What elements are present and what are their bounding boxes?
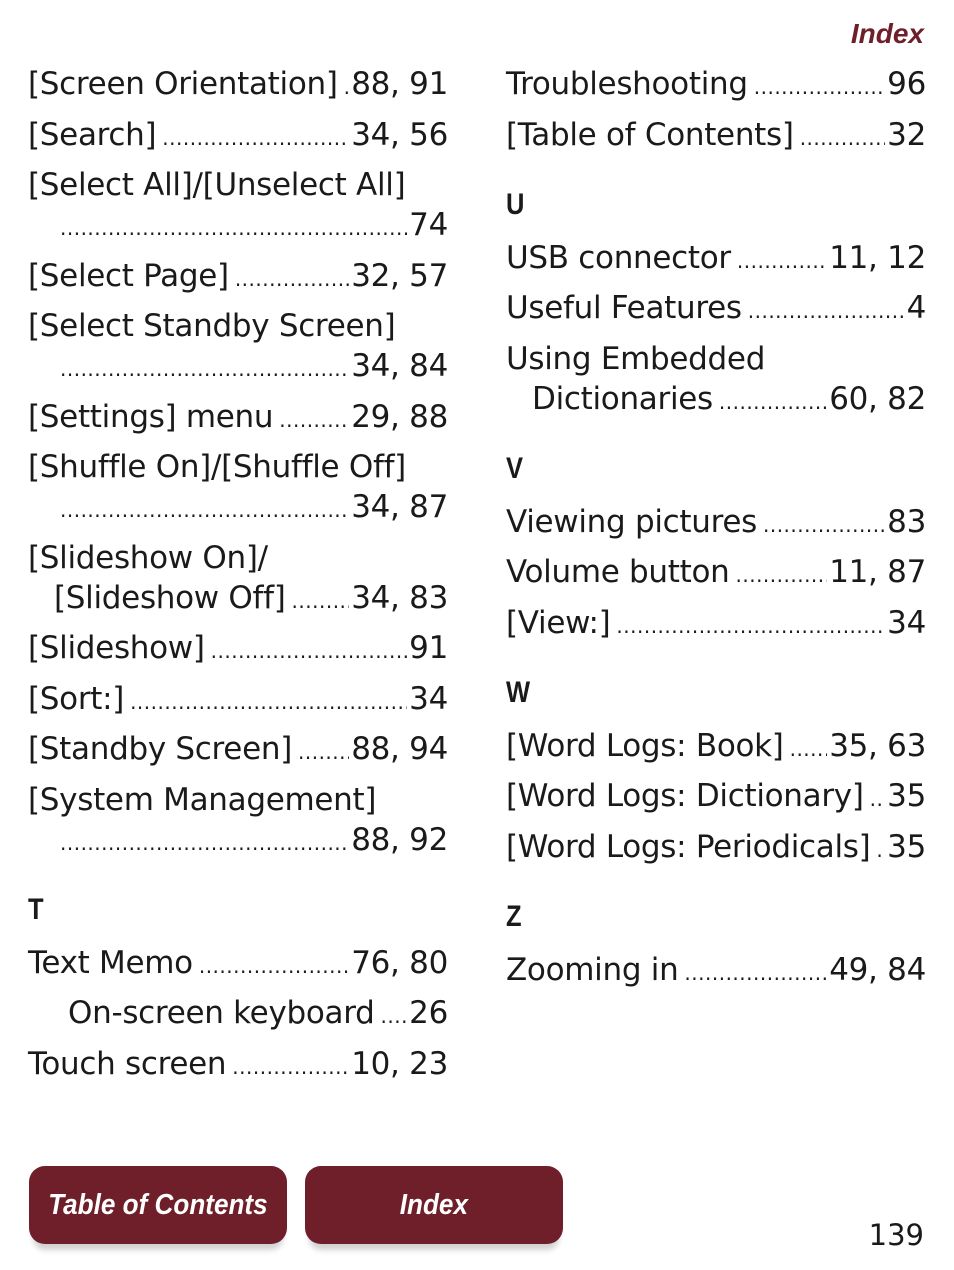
index-section-t [28,891,448,1087]
index-section-w [506,674,926,870]
index-entry[interactable] [506,288,926,331]
index-entry[interactable] [28,780,448,863]
section-letter: V [506,451,524,485]
table-of-contents-button[interactable] [29,1166,287,1244]
entry-label: [Slideshow] [28,630,205,666]
entry-pages[interactable]: 49, 84 [829,951,926,988]
index-entry[interactable] [506,115,926,158]
entry-label: [Standby Screen] [28,731,292,767]
entry-pages[interactable]: 34, 83 [351,579,448,616]
index-entry[interactable] [506,726,926,769]
leader-dots [60,349,349,389]
index-entry[interactable] [28,943,448,986]
leader-dots [298,732,349,772]
entry-pages[interactable]: 34, 56 [351,116,448,153]
entry-pages[interactable]: 35 [887,828,926,865]
index-entry[interactable] [506,502,926,545]
entry-label: Viewing pictures [506,503,757,540]
index-entry[interactable] [28,165,448,248]
entry-pages[interactable]: 32, 57 [351,257,448,294]
entry-label: [Select Standby Screen] [28,308,396,344]
entry-pages[interactable]: 35 [887,778,926,814]
section-title: Index [850,18,924,49]
entry-pages[interactable]: 96 [887,66,926,102]
leader-dots [60,490,349,530]
entry-label: [Word Logs: Dictionary] [506,778,864,814]
leader-dots [870,779,886,819]
index-entry[interactable] [506,603,926,646]
entry-label: [Word Logs: Periodicals] [506,828,871,865]
index-column-right [506,64,926,1000]
entry-pages[interactable]: 34 [409,680,448,717]
leader-dots [211,631,407,671]
index-entry[interactable] [28,538,448,621]
entry-label: On-screen keyboard [68,995,375,1031]
leader-dots [381,996,408,1036]
index-entry[interactable] [506,552,926,595]
leader-dots [199,946,349,986]
leader-dots [719,382,827,422]
leader-dots [130,682,407,722]
index-entry[interactable] [28,115,448,158]
index-entry[interactable] [506,827,926,870]
entry-label: [Select Page] [28,257,229,294]
entry-pages[interactable]: 32 [887,116,926,153]
entry-pages[interactable]: 35, 63 [829,727,926,764]
leader-dots [790,729,828,769]
entry-pages[interactable]: 76, 80 [351,944,448,981]
index-entry[interactable] [506,64,926,107]
leader-dots [616,606,885,646]
section-letter: W [506,675,531,709]
index-entry[interactable] [506,776,926,819]
entry-label: [Select All]/[Unselect All] [28,167,406,203]
section-letter: Z [506,899,522,933]
entry-pages[interactable]: 34, 87 [351,489,448,525]
entry-label: [Slideshow On]/ [28,539,268,576]
entry-label: [View:] [506,604,611,641]
entry-label: [Word Logs: Book] [506,727,784,764]
index-section-u [506,186,926,422]
leader-dots [344,67,350,107]
entry-pages[interactable]: 88, 92 [351,821,448,858]
entry-label: Using Embedded [506,340,766,377]
index-entry[interactable] [28,447,448,530]
entry-pages[interactable]: 88, 91 [351,66,448,102]
leader-dots [748,291,905,331]
leader-dots [684,953,827,993]
index-subentry[interactable] [28,993,448,1036]
entry-pages[interactable]: 4 [906,290,926,326]
entry-label: [Settings] menu [28,398,274,435]
entry-label: [Table of Contents] [506,116,794,153]
index-entry[interactable] [506,238,926,281]
entry-pages[interactable]: 83 [887,503,926,540]
entry-label-continued: Dictionaries [532,380,713,417]
index-entry[interactable] [28,306,448,389]
leader-dots [763,505,885,545]
leader-dots [736,555,828,595]
entry-label: [Sort:] [28,680,125,717]
leader-dots [279,400,349,440]
button-label: Table of Contents [48,1188,268,1221]
entry-label: [Screen Orientation] [28,66,338,102]
entry-label: Zooming in [506,951,679,988]
index-section-v [506,450,926,646]
leader-dots [292,581,350,621]
leader-dots [60,208,407,248]
leader-dots [876,830,885,870]
entry-pages[interactable]: 10, 23 [351,1045,448,1082]
index-entry[interactable] [28,64,448,107]
entry-label: [System Management] [28,781,377,818]
index-entry[interactable] [28,256,448,299]
entry-pages[interactable]: 34 [887,604,926,641]
entry-label-continued: [Slideshow Off] [54,579,286,616]
index-entry[interactable] [28,397,448,440]
entry-label: Troubleshooting [506,66,748,102]
index-section-z [506,898,926,993]
index-button[interactable] [305,1166,563,1244]
entry-pages[interactable]: 91 [409,630,448,666]
leader-dots [162,118,349,158]
entry-pages[interactable]: 11, 87 [829,554,926,590]
index-column-left [28,64,448,1094]
button-label: Index [399,1188,469,1221]
entry-pages[interactable]: 88, 94 [351,731,448,767]
entry-label: USB connector [506,239,731,276]
leader-dots [800,118,885,158]
index-entry[interactable] [28,729,448,772]
entry-label: Text Memo [28,944,193,981]
section-letter: U [506,187,525,221]
entry-pages[interactable]: 60, 82 [829,380,926,417]
entry-label: Volume button [506,554,730,590]
index-entry[interactable] [28,1044,448,1087]
entry-label: [Search] [28,116,157,153]
leader-dots [232,1047,349,1087]
entry-pages[interactable]: 11, 12 [829,239,926,276]
section-letter: T [28,892,44,926]
index-entry[interactable] [28,628,448,671]
leader-dots [737,241,827,281]
entry-pages[interactable]: 29, 88 [351,398,448,435]
entry-pages[interactable]: 74 [409,207,448,243]
index-entry[interactable] [506,950,926,993]
entry-label: Touch screen [28,1045,227,1082]
entry-label: [Shuffle On]/[Shuffle Off] [28,449,406,485]
entry-label: Useful Features [506,290,742,326]
page-number: 139 [868,1218,924,1252]
leader-dots [60,823,349,863]
index-entry[interactable] [506,339,926,422]
leader-dots [235,259,349,299]
index-entry[interactable] [28,679,448,722]
entry-pages[interactable]: 34, 84 [351,348,448,384]
entry-pages[interactable]: 26 [409,995,448,1031]
leader-dots [754,67,885,107]
